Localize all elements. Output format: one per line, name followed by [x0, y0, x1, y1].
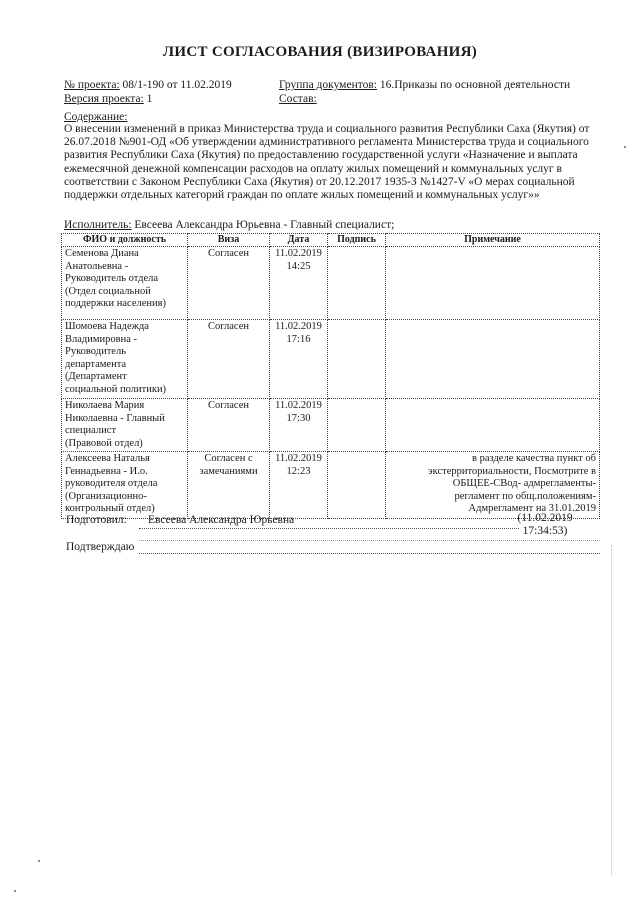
prepared-name: Евсеева Александра Юрьевна — [148, 514, 295, 526]
name-line: Руководитель отдела — [65, 273, 159, 284]
visa-line: Согласен — [208, 400, 249, 411]
composition-label: Состав: — [279, 93, 317, 105]
time-line: 14:25 — [286, 260, 311, 272]
name-line: Семенова Диана — [65, 248, 139, 259]
name-line: социальной политики) — [65, 383, 167, 395]
cell-visa — [188, 452, 270, 519]
executor-label: Исполнитель: — [64, 219, 132, 231]
executor-value: Евсеева Александра Юрьевна - Главный специалист; — [134, 219, 395, 231]
visa-line: замечаниями — [199, 465, 258, 477]
prepared-label: Подготовил: — [66, 514, 127, 526]
name-line: поддержки населения) — [65, 298, 166, 309]
document-group — [279, 79, 570, 91]
name-line: Шомоева Надежда — [65, 321, 149, 332]
note-line: ОБЩЕЕ-СВод- адмрегламенты- — [452, 478, 596, 489]
page-title: ЛИСТ СОГЛАСОВАНИЯ (ВИЗИРОВАНИЯ) — [162, 44, 478, 60]
date-line: 11.02.2019 — [275, 248, 322, 259]
prepared-time-line: 17:34:53) — [522, 525, 568, 537]
name-line: (Отдел социальной — [65, 285, 151, 297]
scan-speck — [38, 860, 40, 862]
date-line: 11.02.2019 — [275, 321, 322, 332]
cell-date — [270, 452, 328, 519]
table-row — [62, 452, 600, 519]
executor — [64, 219, 394, 231]
prepared-signature-line — [139, 528, 519, 529]
table-header-row — [62, 234, 600, 247]
project-version-label: Версия проекта: — [64, 93, 144, 105]
visa-line: Согласен — [208, 321, 249, 332]
name-line: Алексеева Наталья — [65, 453, 150, 464]
scan-speck — [14, 890, 16, 892]
cell-date — [270, 399, 328, 452]
time-line: 12:23 — [286, 465, 311, 477]
note-line: в разделе качества пункт об — [472, 453, 596, 464]
cell-name — [62, 320, 188, 399]
confirm-label: Подтверждаю — [66, 541, 135, 553]
cell-visa — [188, 247, 270, 320]
date-line: 11.02.2019 — [275, 400, 322, 411]
name-line: Руководитель — [65, 346, 126, 357]
header-note: Примечание — [386, 234, 600, 247]
header-name: ФИО и должность — [62, 234, 188, 247]
document-group-value: 16.Приказы по основной деятельности — [379, 79, 571, 91]
prepared-date-line: (11.02.2019 — [517, 512, 573, 524]
name-line: контрольный отдел) — [65, 503, 155, 514]
name-line: (Организационно- — [65, 490, 147, 502]
cell-signature — [328, 247, 386, 320]
cell-signature — [328, 399, 386, 452]
cell-note — [386, 399, 600, 452]
name-line: Геннадьевна - И.о. — [65, 465, 148, 477]
cell-note — [386, 320, 600, 399]
cell-name — [62, 399, 188, 452]
cell-note — [386, 452, 600, 519]
note-line: Адмрегламент на 31.01.2019 — [468, 503, 596, 514]
name-line: Анатольевна - — [65, 260, 129, 272]
visa-line: Согласен — [208, 248, 249, 259]
cell-signature — [328, 320, 386, 399]
cell-signature — [328, 452, 386, 519]
cell-note — [386, 247, 600, 320]
content-text: О внесении изменений в приказ Министерства труда и социального развития Республики Саха (Якутия) от 26.07.2018 №901-ОД «Об утверждении административного регламента Министерства труда и социального развития Республики Саха (Якутия) по предоставлению государственной услуги «Назначение и выплата ежемесячной денежной компенсации расходов на оплату жилых помещений и коммунальных услуг в соответствии с Законом Республики Саха (Якутия) от 20.12.2017 1935-З №1427-V «О мерах социальной поддержки отдельных категорий граждан по оплате жилых помещений и коммунальных услуг»» — [64, 123, 590, 202]
cell-date — [270, 320, 328, 399]
scan-margin-marks — [611, 545, 614, 875]
table-row — [62, 399, 600, 452]
name-line: Николаева Мария — [65, 400, 145, 411]
header-date: Дата — [270, 234, 328, 247]
table-row — [62, 320, 600, 399]
cell-date — [270, 247, 328, 320]
cell-name — [62, 247, 188, 320]
composition — [279, 93, 317, 105]
name-line: (Правовой отдел) — [65, 437, 143, 449]
project-number — [64, 79, 232, 91]
name-line: специалист — [65, 425, 117, 436]
name-line: (Департамент — [65, 371, 127, 382]
confirm-signature-line — [139, 553, 600, 554]
note-line: экстерриториальности, Посмотрите в — [428, 465, 596, 477]
name-line: Владимировна - — [65, 333, 137, 345]
date-line: 11.02.2019 — [275, 453, 322, 464]
time-line: 17:16 — [286, 333, 311, 345]
note-line: регламент по общ.положениям- — [454, 490, 596, 502]
prepared-date — [509, 512, 581, 538]
scan-speck — [624, 146, 626, 148]
visa-line: Согласен с — [204, 453, 253, 464]
project-version-value: 1 — [146, 93, 153, 105]
project-number-value: 08/1-190 от 11.02.2019 — [122, 79, 232, 91]
name-line: Николаевна - Главный — [65, 412, 165, 424]
confirm-top-line — [139, 540, 600, 541]
name-line: руководителя отдела — [65, 478, 158, 489]
project-version — [64, 93, 152, 105]
header-signature: Подпись — [328, 234, 386, 247]
cell-visa — [188, 399, 270, 452]
approval-table — [61, 233, 600, 519]
project-number-label: № проекта: — [64, 79, 120, 91]
name-line: департамента — [65, 358, 127, 370]
header-visa: Виза — [188, 234, 270, 247]
table-row — [62, 247, 600, 320]
document-group-label: Группа документов: — [279, 79, 377, 91]
time-line: 17:30 — [286, 412, 311, 424]
content-label: Содержание: — [64, 111, 128, 123]
cell-visa — [188, 320, 270, 399]
cell-name — [62, 452, 188, 519]
